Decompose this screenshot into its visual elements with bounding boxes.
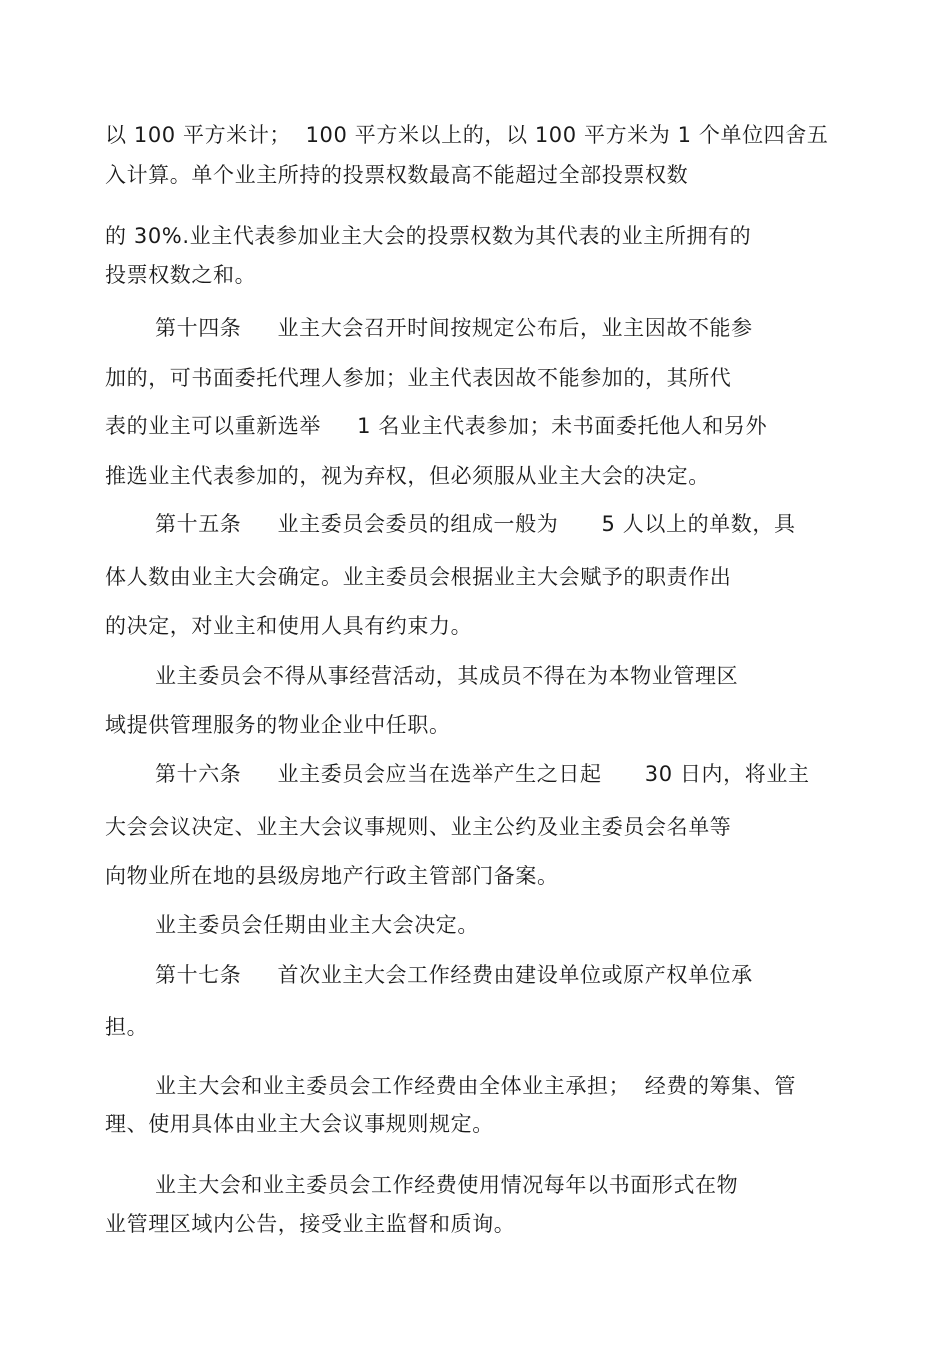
text-line: 加的，可书面委托代理人参加；业主代表因故不能参加的，其所代	[105, 366, 732, 390]
paragraph-start-line: 业主大会和业主委员会工作经费使用情况每年以书面形式在物	[155, 1173, 739, 1197]
text-line: 向物业所在地的县级房地产行政主管部门备案。	[105, 864, 559, 888]
paragraph-start-line: 业主委员会任期由业主大会决定。	[155, 913, 479, 937]
article-17-heading-line: 第十七条 首次业主大会工作经费由建设单位或原产权单位承	[155, 963, 753, 987]
article-16-heading-line: 第十六条 业主委员会应当在选举产生之日起 30 日内，将业主	[155, 762, 810, 786]
article-15-heading-line: 第十五条 业主委员会委员的组成一般为 5 人以上的单数，具	[155, 512, 796, 536]
article-14-heading-line: 第十四条 业主大会召开时间按规定公布后，业主因故不能参	[155, 316, 753, 340]
text-line: 大会会议决定、业主大会议事规则、业主公约及业主委员会名单等	[105, 815, 732, 839]
text-line: 的 30%.业主代表参加业主大会的投票权数为其代表的业主所拥有的	[105, 224, 752, 248]
paragraph-start-line: 业主大会和业主委员会工作经费由全体业主承担； 经费的筹集、管	[155, 1074, 796, 1098]
text-line: 体人数由业主大会确定。业主委员会根据业主大会赋予的职责作出	[105, 565, 732, 589]
text-line: 的决定，对业主和使用人具有约束力。	[105, 614, 473, 638]
paragraph-start-line: 业主委员会不得从事经营活动，其成员不得在为本物业管理区	[155, 664, 739, 688]
text-line: 担。	[105, 1015, 149, 1039]
text-line: 理、使用具体由业主大会议事规则规定。	[105, 1112, 494, 1136]
text-line: 入计算。单个业主所持的投票权数最高不能超过全部投票权数	[105, 163, 689, 187]
text-line: 域提供管理服务的物业企业中任职。	[105, 713, 451, 737]
text-line: 推选业主代表参加的，视为弃权，但必须服从业主大会的决定。	[105, 464, 710, 488]
text-line: 投票权数之和。	[105, 263, 257, 287]
text-line: 业管理区域内公告，接受业主监督和质询。	[105, 1212, 516, 1236]
text-line: 表的业主可以重新选举 1 名业主代表参加；未书面委托他人和另外	[105, 414, 768, 438]
text-line: 以 100 平方米计； 100 平方米以上的，以 100 平方米为 1 个单位四舍五	[105, 123, 829, 147]
